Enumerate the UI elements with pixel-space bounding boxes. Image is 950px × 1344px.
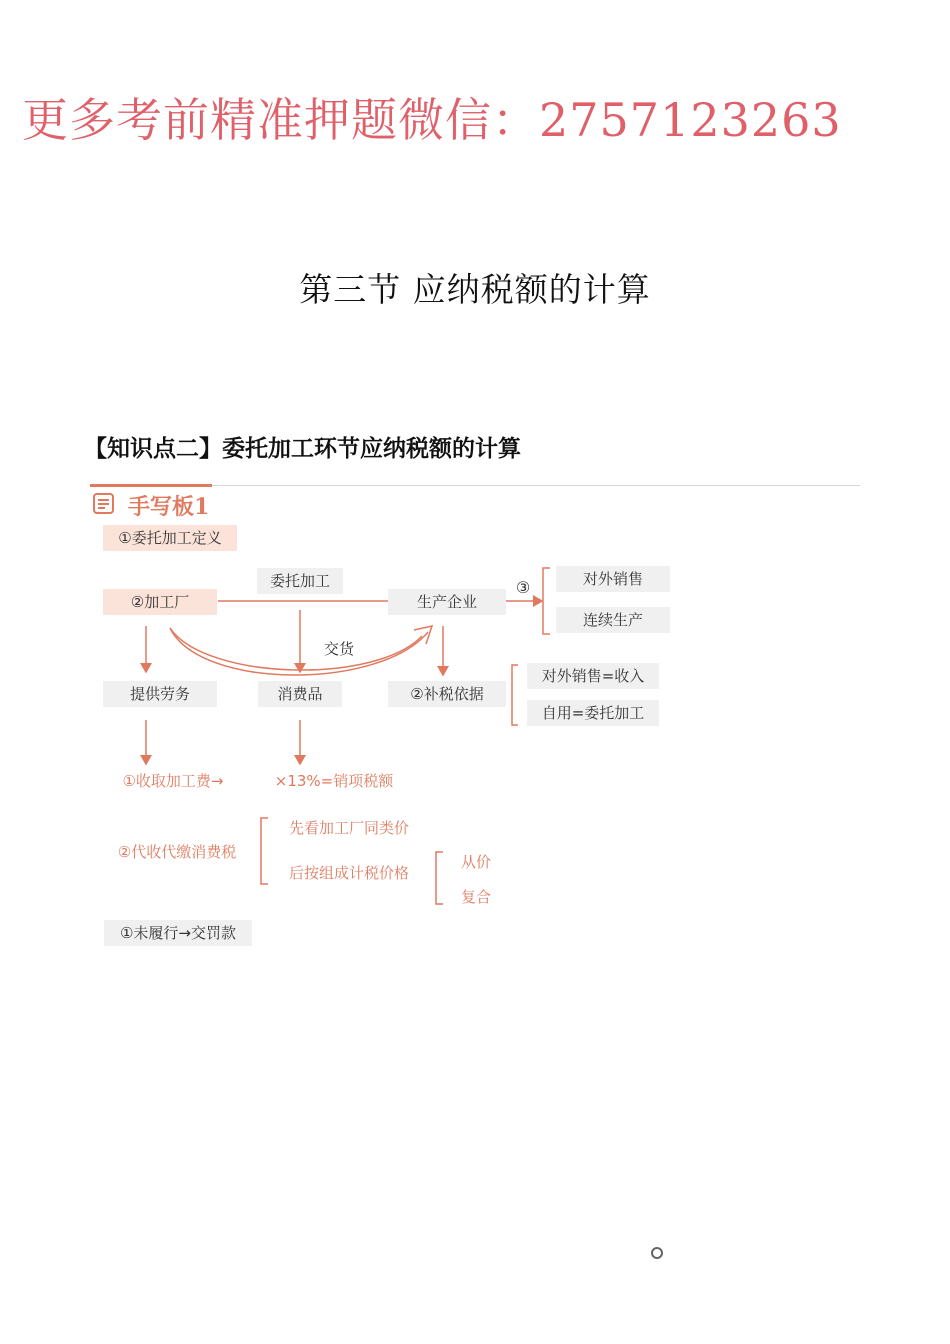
factory-node: ②加工厂 xyxy=(103,589,217,615)
ad-valorem-label: 从价 xyxy=(460,853,491,871)
supplement-basis-node: ②补税依据 xyxy=(388,681,506,707)
tax-rate-label: ×13%=销项税额 xyxy=(274,772,394,790)
service-node: 提供劳务 xyxy=(103,681,217,707)
definition-label: ①委托加工定义 xyxy=(103,525,237,551)
basis-self-use-node: 自用=委托加工 xyxy=(527,700,659,726)
sell-out-node: 对外销售 xyxy=(556,566,670,592)
collect-label: ②代收代缴消费税 xyxy=(117,843,237,861)
knowledge-point-heading: 【知识点二】委托加工环节应纳税额的计算 xyxy=(84,435,521,462)
section-title: 第三节 应纳税额的计算 xyxy=(299,270,651,309)
watermark-text: 更多考前精准押题微信：2757123263 xyxy=(22,93,842,147)
entrust-label: 委托加工 xyxy=(257,568,343,594)
compound-label: 复合 xyxy=(460,888,491,906)
board-title: 手写板1 xyxy=(128,494,210,520)
continue-production-node: 连续生产 xyxy=(556,607,670,633)
penalty-node: ①未履行→交罚款 xyxy=(104,920,252,946)
fee-label: ①收取加工费→ xyxy=(122,772,224,790)
circle-three: ③ xyxy=(515,578,531,597)
consumer-goods-node: 消费品 xyxy=(258,681,342,707)
delivery-label: 交货 xyxy=(323,640,354,658)
composite-price-label: 后按组成计税价格 xyxy=(288,864,409,882)
first-price-label: 先看加工厂同类价 xyxy=(288,819,409,837)
producer-node: 生产企业 xyxy=(388,589,506,615)
basis-sales-node: 对外销售=收入 xyxy=(527,663,659,689)
logo-icon xyxy=(650,1246,664,1260)
